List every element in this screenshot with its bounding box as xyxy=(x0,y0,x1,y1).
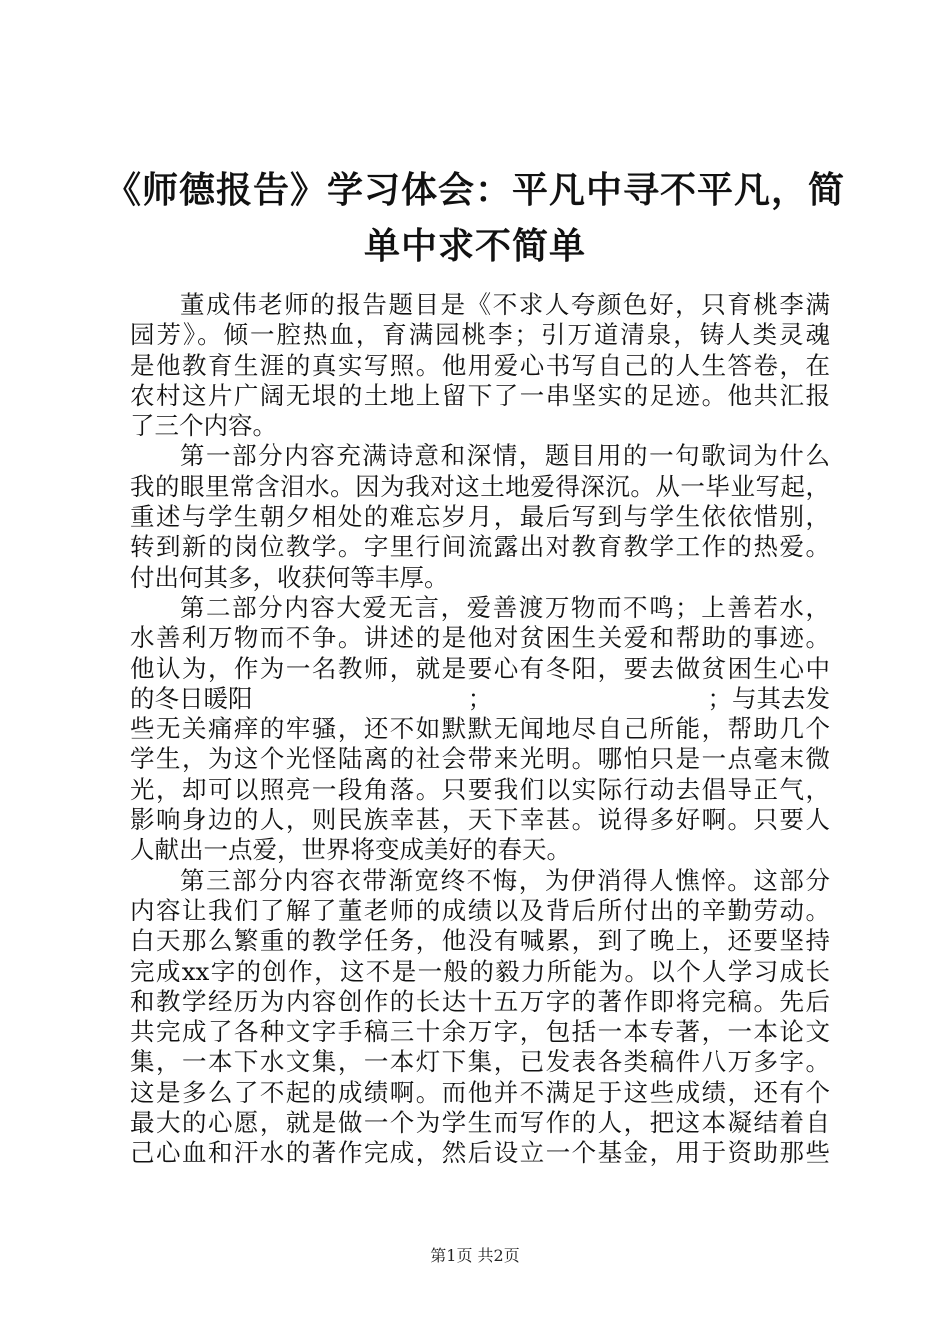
body-line: 第三部分内容衣带渐宽终不悔，为伊消得人憔悴。这部分 xyxy=(180,865,830,895)
body-line: 第二部分内容大爱无言，爱善渡万物而不鸣；上善若水， xyxy=(180,592,830,622)
body-line: 付出何其多，收获何等丰厚。 xyxy=(130,562,449,592)
body-line: 光，却可以照亮一段角落。只要我们以实际行动去倡导正气， xyxy=(130,774,830,804)
document-body xyxy=(130,290,830,1169)
gap-segment: 的冬日暖阳 xyxy=(130,683,253,713)
body-line: 董成伟老师的报告题目是《不求人夸颜色好，只育桃李满 xyxy=(180,290,830,319)
body-line: 学生，为这个光怪陆离的社会带来光明。哪怕只是一点毫末微 xyxy=(130,744,830,774)
body-line: 转到新的岗位教学。字里行间流露出对教育教学工作的热爱。 xyxy=(130,532,830,562)
body-line: 重述与学生朝夕相处的难忘岁月，最后写到与学生依依惜别， xyxy=(130,502,830,532)
body-line: 白天那么繁重的教学任务，他没有喊累，到了晚上，还要坚持 xyxy=(130,926,830,956)
body-line: 人献出一点爱，世界将变成美好的春天。 xyxy=(130,835,571,865)
body-line: 和教学经历为内容创作的长达十五万字的著作即将完稿。先后 xyxy=(130,986,830,1016)
body-line: 是他教育生涯的真实写照。他用爱心书写自己的人生答卷，在 xyxy=(130,350,830,380)
body-line: 影响身边的人，则民族幸甚，天下幸甚。说得多好啊。只要人 xyxy=(130,805,830,835)
body-line: 这是多么了不起的成绩啊。而他并不满足于这些成绩，还有个 xyxy=(130,1077,830,1107)
body-line: 己心血和汗水的著作完成，然后设立一个基金，用于资助那些 xyxy=(130,1138,830,1168)
body-line: 内容让我们了解了董老师的成绩以及背后所付出的辛勤劳动。 xyxy=(130,895,830,925)
body-line: 共完成了各种文字手稿三十余万字，包括一本专著，一本论文 xyxy=(130,1017,830,1047)
body-line: 第一部分内容充满诗意和深情，题目用的一句歌词为什么 xyxy=(180,441,830,471)
gap-segment: ； xyxy=(467,683,493,713)
page-footer: 第1页 共2页 xyxy=(430,1246,520,1265)
body-line: 农村这片广阔无垠的土地上留下了一串坚实的足迹。他共汇报 xyxy=(130,380,830,410)
body-line: 最大的心愿，就是做一个为学生而写作的人，把这本凝结着自 xyxy=(130,1108,830,1138)
body-line: 园芳》。倾一腔热血，育满园桃李；引万道清泉，铸人类灵魂 xyxy=(130,320,830,350)
body-line: 完成xx字的创作，这不是一般的毅力所能为。以个人学习成长 xyxy=(130,956,830,986)
document-title-line-2: 单中求不简单 xyxy=(363,225,586,267)
gap-segment: ；与其去发 xyxy=(707,683,830,713)
body-line: 集，一本下水文集，一本灯下集，已发表各类稿件八万多字。 xyxy=(130,1047,830,1077)
body-line-with-gaps xyxy=(130,684,830,714)
body-line: 了三个内容。 xyxy=(130,411,277,441)
body-line: 水善利万物而不争。讲述的是他对贫困生关爱和帮助的事迹。 xyxy=(130,623,830,653)
body-line: 我的眼里常含泪水。因为我对这土地爱得深沉。从一毕业写起， xyxy=(130,471,830,501)
body-line: 些无关痛痒的牢骚，还不如默默无闻地尽自己所能，帮助几个 xyxy=(130,714,830,744)
body-line: 他认为，作为一名教师，就是要心有冬阳，要去做贫困生心中 xyxy=(130,653,830,683)
document-title-line-1: 《师德报告》学习体会：平凡中寻不平凡，简 xyxy=(104,169,845,211)
